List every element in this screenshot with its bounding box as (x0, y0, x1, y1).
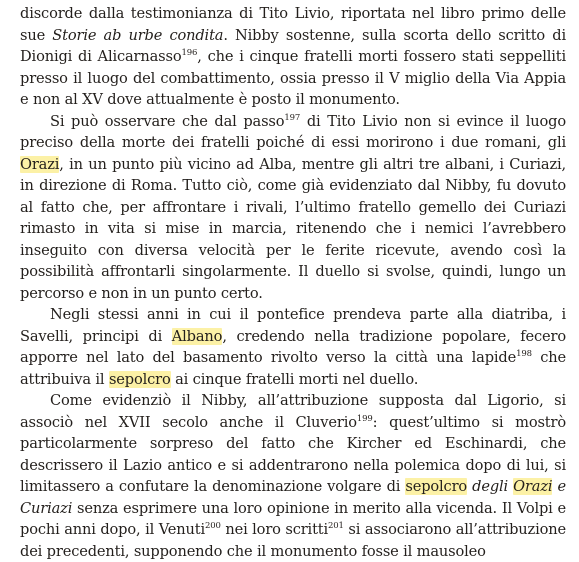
footnote-ref: 200 (204, 521, 221, 531)
italic-text: degli (472, 478, 514, 495)
text-run: nei loro scritti (220, 521, 329, 538)
footnote-ref: 198 (516, 349, 532, 359)
paragraph (20, 3, 566, 111)
paragraph (20, 304, 566, 390)
document-page (20, 3, 566, 562)
text-run: di Tito Livio non si evince il luogo preciso della morte dei fratelli poiché di essi morirono i due romani, gli (20, 112, 566, 151)
text-run: discorde dalla testimonianza di Tito Livio, riportata nel libro primo delle sue (20, 5, 566, 44)
text-run: Come evidenziò il Nibby, all’attribuzione supposta dal Ligorio, si associò nel XVII secolo anche il Cluverio (20, 392, 566, 431)
text-run: : quest’ultimo si mostrò particolarmente sorpreso del fatto che Kircher ed Eschinardi, che descrissero il Lazio antico e si addentrarono nella polemica dopo di lui, si limitassero a confutare la denominazione volgare di (20, 413, 566, 495)
text-run: Si può osservare che dal passo (50, 112, 285, 130)
text-run: ai cinque fratelli morti nel duello. (170, 370, 419, 388)
paragraph (20, 111, 566, 305)
footnote-ref: 201 (328, 521, 344, 531)
text-run: , credendo nella tradizione popolare, fecero apporre nel lato del basamento rivolto verso la città una lapide (20, 327, 567, 366)
text-run: , che i cinque fratelli morti fossero stati seppelliti presso il luogo del combattimento, ossia presso il V miglio della Via Appia e non al XV dove attualmente è posto il monumento. (20, 48, 566, 108)
text-run: Negli stessi anni in cui il pontefice prendeva parte alla diatriba, i Savelli, principi di (20, 306, 566, 345)
text-run: , in un punto più vicino ad Alba, mentre gli altri tre albani, i Curiazi, in direzione di Roma. Tutto ciò, come già evidenziato dal Nibby, fu dovuto al fatto che, per affrontare i rivali, l’ultimo fratello gemello dei Curiazi rimasto in vita si mise in marcia, ritenendo che i nemici l’avrebbero inseguito con diversa velocità per le ferite ricevute, avendo così la possibilità affrontarli singolarmente. Il duello si svolse, quindi, lungo un percorso e non in un punto certo. (20, 155, 566, 302)
highlighted-term: Orazi (20, 155, 60, 173)
footnote-ref: 197 (284, 112, 301, 123)
text-run: . Nibby sostenne, sulla scorta dello scritto di Dionigi di Alicarnasso (20, 26, 566, 65)
footnote-ref: 196 (181, 48, 198, 58)
highlighted-term: sepolcro (405, 478, 468, 495)
italic-text: e Curiazi (20, 478, 566, 517)
highlighted-term: Orazi (513, 478, 553, 495)
text-run: senza esprimere una loro opinione in merito alla vicenda. Il Volpi e pochi anni dopo, il Venuti (20, 499, 566, 538)
footnote-ref: 199 (356, 413, 373, 424)
paragraph (20, 390, 566, 562)
highlighted-term: Albano (171, 327, 223, 345)
italic-text: Storie ab urbe condita (52, 26, 224, 44)
text-run: che attribuiva il (20, 349, 567, 388)
highlighted-term: sepolcro (108, 370, 171, 388)
text-run: si associarono all’attribuzione dei precedenti, supponendo che il monumento fosse il mausoleo (20, 521, 566, 560)
